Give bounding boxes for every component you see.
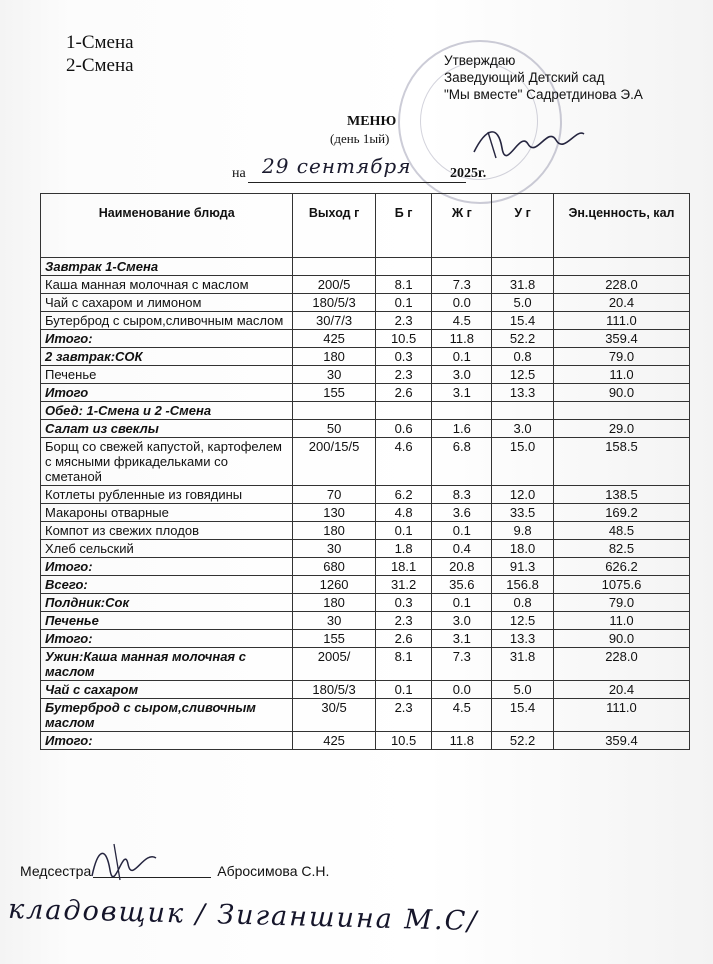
dish-name: Итого: [41, 732, 293, 750]
yield-cell: 180 [293, 348, 375, 366]
section-row [41, 402, 690, 420]
energy-cell: 82.5 [553, 540, 689, 558]
director-signature [468, 118, 588, 164]
table-row [41, 348, 690, 366]
yield-cell: 50 [293, 420, 375, 438]
energy-cell: 228.0 [553, 276, 689, 294]
energy-cell: 359.4 [553, 330, 689, 348]
protein-cell: 2.3 [375, 312, 432, 330]
energy-cell: 228.0 [553, 648, 689, 681]
protein-cell: 10.5 [375, 330, 432, 348]
yield-cell: 180/5/3 [293, 294, 375, 312]
protein-cell: 6.2 [375, 486, 432, 504]
yield-cell [293, 258, 375, 276]
table-row [41, 522, 690, 540]
carbs-cell: 9.8 [492, 522, 554, 540]
carbs-cell [492, 258, 554, 276]
table-row [41, 540, 690, 558]
energy-cell: 138.5 [553, 486, 689, 504]
table-row [41, 558, 690, 576]
fat-cell: 11.8 [432, 732, 492, 750]
energy-cell: 79.0 [553, 348, 689, 366]
protein-cell: 2.3 [375, 366, 432, 384]
protein-cell: 2.3 [375, 699, 432, 732]
fat-cell: 3.1 [432, 630, 492, 648]
protein-cell [375, 402, 432, 420]
fat-cell: 7.3 [432, 276, 492, 294]
carbs-cell: 3.0 [492, 420, 554, 438]
fat-cell: 35.6 [432, 576, 492, 594]
fat-cell: 0.0 [432, 294, 492, 312]
table-row [41, 276, 690, 294]
carbs-cell: 31.8 [492, 276, 554, 294]
menu-table-body [41, 258, 690, 750]
fat-cell: 1.6 [432, 420, 492, 438]
header-fat: Ж г [432, 194, 492, 258]
nurse-label: Медсестра [20, 863, 92, 879]
carbs-cell: 12.5 [492, 612, 554, 630]
dish-name: Каша манная молочная с маслом [41, 276, 293, 294]
approval-line-3: "Мы вместе" Садретдинова Э.А [444, 87, 643, 102]
table-row [41, 330, 690, 348]
yield-cell: 30/5 [293, 699, 375, 732]
approval-line-1: Утверждаю [444, 53, 516, 68]
nurse-signature-line [20, 863, 329, 879]
table-row [41, 486, 690, 504]
dish-name: Итого: [41, 630, 293, 648]
fat-cell: 3.1 [432, 384, 492, 402]
yield-cell: 180 [293, 522, 375, 540]
protein-cell: 4.8 [375, 504, 432, 522]
dish-name: Борщ со свежей капустой, картофелем с мясными фрикадельками со сметаной [41, 438, 293, 486]
dish-name: Завтрак 1-Смена [41, 258, 293, 276]
storekeeper-handwritten: кладовщик / Зиганшина М.С/ [7, 893, 479, 938]
header-dish: Наименование блюда [41, 194, 293, 258]
fat-cell: 3.0 [432, 366, 492, 384]
protein-cell: 0.1 [375, 522, 432, 540]
table-row [41, 681, 690, 699]
dish-name: Котлеты рубленные из говядины [41, 486, 293, 504]
table-row [41, 612, 690, 630]
header-energy: Эн.ценность, кал [553, 194, 689, 258]
date-underline [248, 182, 466, 183]
carbs-cell: 52.2 [492, 732, 554, 750]
dish-name: Ужин:Каша манная молочная с маслом [41, 648, 293, 681]
fat-cell: 3.6 [432, 504, 492, 522]
menu-table [40, 193, 690, 750]
table-row [41, 732, 690, 750]
carbs-cell: 156.8 [492, 576, 554, 594]
dish-name: Чай с сахаром [41, 681, 293, 699]
energy-cell: 20.4 [553, 681, 689, 699]
carbs-cell: 15.0 [492, 438, 554, 486]
header-carbs: У г [492, 194, 554, 258]
energy-cell [553, 402, 689, 420]
dish-name: Всего: [41, 576, 293, 594]
fat-cell: 20.8 [432, 558, 492, 576]
fat-cell: 3.0 [432, 612, 492, 630]
shift-1-label: 1-Смена [66, 32, 134, 53]
carbs-cell: 31.8 [492, 648, 554, 681]
protein-cell [375, 258, 432, 276]
dish-name: Полдник:Сок [41, 594, 293, 612]
approval-line-2: Заведующий Детский сад [444, 70, 605, 85]
table-row [41, 630, 690, 648]
date-prefix: на [232, 166, 246, 181]
protein-cell: 0.6 [375, 420, 432, 438]
dish-name: Макароны отварные [41, 504, 293, 522]
header-yield: Выход г [293, 194, 375, 258]
fat-cell: 0.1 [432, 594, 492, 612]
energy-cell: 90.0 [553, 630, 689, 648]
yield-cell: 30 [293, 540, 375, 558]
carbs-cell: 5.0 [492, 681, 554, 699]
table-row [41, 366, 690, 384]
table-row [41, 312, 690, 330]
energy-cell: 29.0 [553, 420, 689, 438]
table-header-row [41, 194, 690, 258]
yield-cell: 180/5/3 [293, 681, 375, 699]
menu-subtitle: (день 1ый) [330, 131, 390, 146]
carbs-cell: 15.4 [492, 699, 554, 732]
fat-cell: 0.1 [432, 522, 492, 540]
table-row [41, 420, 690, 438]
shift-2-label: 2-Смена [66, 55, 134, 76]
energy-cell: 169.2 [553, 504, 689, 522]
fat-cell: 0.1 [432, 348, 492, 366]
fat-cell: 11.8 [432, 330, 492, 348]
yield-cell: 680 [293, 558, 375, 576]
carbs-cell: 0.8 [492, 594, 554, 612]
nurse-signature [84, 840, 164, 884]
carbs-cell [492, 402, 554, 420]
dish-name: Печенье [41, 366, 293, 384]
fat-cell [432, 258, 492, 276]
yield-cell: 180 [293, 594, 375, 612]
carbs-cell: 0.8 [492, 348, 554, 366]
carbs-cell: 52.2 [492, 330, 554, 348]
yield-cell: 70 [293, 486, 375, 504]
protein-cell: 0.3 [375, 348, 432, 366]
carbs-cell: 33.5 [492, 504, 554, 522]
energy-cell: 11.0 [553, 612, 689, 630]
energy-cell: 158.5 [553, 438, 689, 486]
yield-cell: 30 [293, 612, 375, 630]
dish-name: Бутерброд с сыром,сливочным маслом [41, 312, 293, 330]
protein-cell: 8.1 [375, 276, 432, 294]
table-row [41, 438, 690, 486]
protein-cell: 0.1 [375, 294, 432, 312]
table-row [41, 576, 690, 594]
fat-cell [432, 402, 492, 420]
energy-cell: 111.0 [553, 312, 689, 330]
protein-cell: 18.1 [375, 558, 432, 576]
fat-cell: 7.3 [432, 648, 492, 681]
energy-cell: 90.0 [553, 384, 689, 402]
energy-cell: 359.4 [553, 732, 689, 750]
carbs-cell: 5.0 [492, 294, 554, 312]
yield-cell: 200/5 [293, 276, 375, 294]
table-row [41, 504, 690, 522]
protein-cell: 2.3 [375, 612, 432, 630]
dish-name: Бутерброд с сыром,сливочным маслом [41, 699, 293, 732]
nurse-name: Абросимова С.Н. [217, 863, 330, 879]
dish-name: Обед: 1-Смена и 2 -Смена [41, 402, 293, 420]
table-row [41, 648, 690, 681]
fat-cell: 8.3 [432, 486, 492, 504]
table-row [41, 384, 690, 402]
fat-cell: 0.4 [432, 540, 492, 558]
protein-cell: 31.2 [375, 576, 432, 594]
yield-cell [293, 402, 375, 420]
energy-cell: 626.2 [553, 558, 689, 576]
yield-cell: 155 [293, 630, 375, 648]
fat-cell: 4.5 [432, 312, 492, 330]
yield-cell: 2005/ [293, 648, 375, 681]
dish-name: Хлеб сельский [41, 540, 293, 558]
yield-cell: 155 [293, 384, 375, 402]
yield-cell: 30/7/3 [293, 312, 375, 330]
date-handwritten: 29 сентября [262, 154, 412, 178]
yield-cell: 30 [293, 366, 375, 384]
dish-name: Салат из свеклы [41, 420, 293, 438]
energy-cell: 20.4 [553, 294, 689, 312]
protein-cell: 2.6 [375, 630, 432, 648]
dish-name: Итого: [41, 330, 293, 348]
energy-cell: 48.5 [553, 522, 689, 540]
energy-cell: 79.0 [553, 594, 689, 612]
protein-cell: 4.6 [375, 438, 432, 486]
protein-cell: 0.3 [375, 594, 432, 612]
carbs-cell: 18.0 [492, 540, 554, 558]
carbs-cell: 13.3 [492, 384, 554, 402]
dish-name: Печенье [41, 612, 293, 630]
protein-cell: 1.8 [375, 540, 432, 558]
protein-cell: 8.1 [375, 648, 432, 681]
fat-cell: 4.5 [432, 699, 492, 732]
energy-cell: 111.0 [553, 699, 689, 732]
dish-name: Итого [41, 384, 293, 402]
fat-cell: 6.8 [432, 438, 492, 486]
date-year: 2025г. [450, 166, 487, 181]
protein-cell: 0.1 [375, 681, 432, 699]
energy-cell: 1075.6 [553, 576, 689, 594]
approval-block [444, 52, 643, 103]
dish-name: Компот из свежих плодов [41, 522, 293, 540]
protein-cell: 2.6 [375, 384, 432, 402]
section-row [41, 258, 690, 276]
header-protein: Б г [375, 194, 432, 258]
yield-cell: 130 [293, 504, 375, 522]
dish-name: Итого: [41, 558, 293, 576]
yield-cell: 1260 [293, 576, 375, 594]
yield-cell: 200/15/5 [293, 438, 375, 486]
carbs-cell: 15.4 [492, 312, 554, 330]
carbs-cell: 12.5 [492, 366, 554, 384]
table-row [41, 294, 690, 312]
carbs-cell: 12.0 [492, 486, 554, 504]
dish-name: Чай с сахаром и лимоном [41, 294, 293, 312]
yield-cell: 425 [293, 330, 375, 348]
energy-cell [553, 258, 689, 276]
table-row [41, 699, 690, 732]
yield-cell: 425 [293, 732, 375, 750]
fat-cell: 0.0 [432, 681, 492, 699]
table-row [41, 594, 690, 612]
menu-title: МЕНЮ [347, 114, 397, 129]
carbs-cell: 91.3 [492, 558, 554, 576]
carbs-cell: 13.3 [492, 630, 554, 648]
energy-cell: 11.0 [553, 366, 689, 384]
dish-name: 2 завтрак:СОК [41, 348, 293, 366]
protein-cell: 10.5 [375, 732, 432, 750]
